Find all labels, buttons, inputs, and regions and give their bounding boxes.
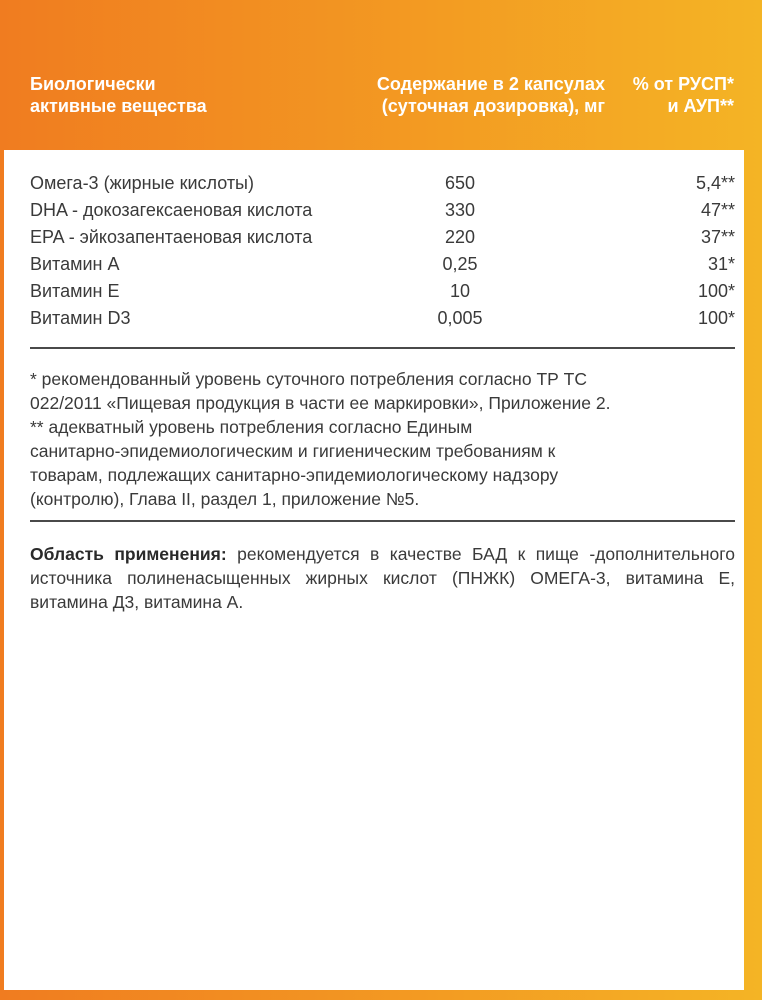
nutrient-percent: 100* — [697, 281, 735, 301]
nutrient-amount: 650 — [444, 173, 476, 193]
nutrient-percent: 5,4** — [695, 173, 735, 193]
nutrient-table — [30, 170, 735, 332]
nutrient-amount: 0,25 — [442, 254, 478, 274]
table-row — [30, 224, 735, 251]
nutrient-name: Омега-3 (жирные кислоты) — [30, 173, 254, 193]
nutrient-percent: 37** — [700, 227, 735, 247]
nutrient-amount: 10 — [449, 281, 471, 301]
nutrient-percent: 47** — [700, 200, 735, 220]
usage-label: Область применения: — [30, 544, 227, 564]
header-percent — [610, 73, 734, 117]
divider — [30, 347, 735, 349]
header-content — [300, 73, 605, 117]
nutrient-name: EPA - эйкозапентаеновая кислота — [30, 227, 313, 247]
header-substances — [30, 73, 207, 117]
nutrient-name: Витамин D3 — [30, 308, 131, 328]
table-row — [30, 170, 735, 197]
content-panel — [4, 150, 744, 990]
header-percent-line1: % от РУСП* — [632, 74, 734, 94]
footnotes — [30, 367, 735, 511]
nutrient-name: DHA - докозагексаеновая кислота — [30, 200, 313, 220]
table-header — [0, 0, 762, 150]
header-content-line2: (суточная дозировка), мг — [381, 96, 605, 116]
table-row — [30, 251, 735, 278]
table-row — [30, 197, 735, 224]
table-row — [30, 305, 735, 332]
nutrient-amount: 0,005 — [437, 308, 483, 328]
footnote-line: (контролю), Глава II, раздел 1, приложение №5. — [30, 489, 420, 509]
footnote-line: санитарно-эпидемиологическим и гигиеническим требованиям к — [30, 441, 556, 461]
header-substances-line2: активные вещества — [30, 96, 207, 116]
nutrient-name: Витамин Е — [30, 281, 120, 301]
footnote-line: товарам, подлежащих санитарно-эпидемиологическому надзору — [30, 465, 559, 485]
nutrient-percent: 100* — [697, 308, 735, 328]
header-percent-line2: и АУП** — [667, 96, 734, 116]
nutrient-name: Витамин А — [30, 254, 120, 274]
nutrient-amount: 220 — [444, 227, 476, 247]
footnote-line: ** адекватный уровень потребления согласно Единым — [30, 417, 473, 437]
footnote-line: * рекомендованный уровень суточного потребления согласно ТР ТС — [30, 369, 587, 389]
nutrient-percent: 31* — [707, 254, 735, 274]
usage-section — [30, 542, 735, 614]
nutrient-amount: 330 — [444, 200, 476, 220]
table-row — [30, 278, 735, 305]
footnote-line: 022/2011 «Пищевая продукция в части ее маркировки», Приложение 2. — [30, 393, 611, 413]
header-content-line1: Содержание в 2 капсулах — [376, 74, 605, 94]
usage-text: рекомендуется в качестве БАД к пище -дополнительного источника полиненасыщенных жирных кислот (ПНЖК) ОМЕГА-3, витамина Е, витамина Д3, витамина А. — [30, 544, 735, 612]
divider — [30, 520, 735, 522]
header-substances-line1: Биологически — [30, 74, 156, 94]
